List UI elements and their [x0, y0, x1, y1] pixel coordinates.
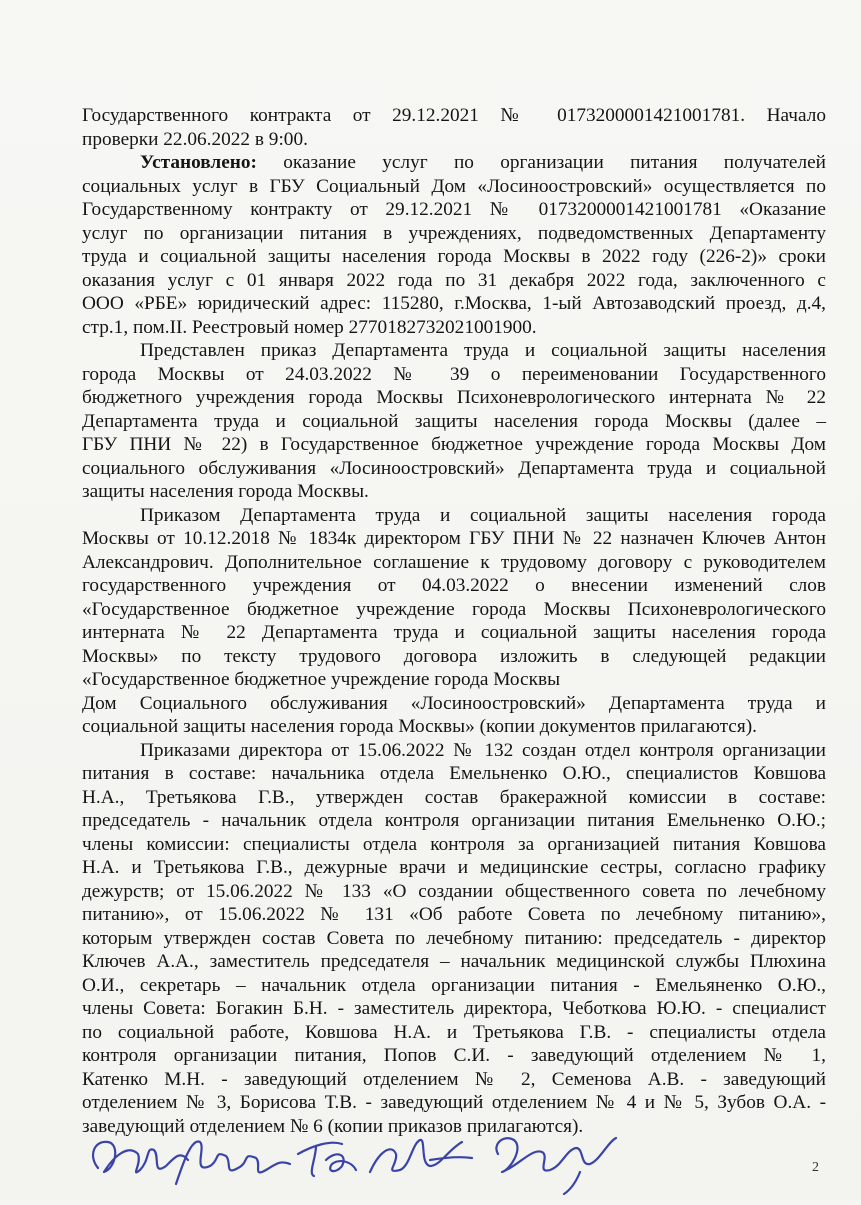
- paragraph-5-line: по социальной работе, Ковшова Н.А. и Третьякова Г.В. - специалисты отдела: [82, 1021, 826, 1043]
- paragraph-4-line: Александрович. Дополнительное соглашение к трудовому договору с руководителем: [82, 551, 826, 573]
- paragraph-5-line: Катенко М.Н. - заведующий отделением № 2, Семенова А.В. - заведующий: [82, 1068, 826, 1090]
- paragraph-4-line: Москвы от 10.12.2018 № 1834к директором ГБУ ПНИ № 22 назначен Ключев Антон: [82, 528, 826, 549]
- paragraph-4-line: Дом Социального обслуживания «Лосиноостровский» Департамента труда и: [82, 692, 826, 714]
- paragraph-2-line: ООО «РБЕ» юридический адрес: 115280, г.Москва, 1-ый Автозаводский проезд, д.4,: [82, 293, 826, 314]
- paragraph-4-line: государственного учреждения от 04.03.2022 о внесении изменений слов: [82, 575, 826, 596]
- paragraph-5-line: дежурств; от 15.06.2022 № 133 «О создании общественного совета по лечебному: [82, 880, 826, 902]
- signature-2: [176, 1142, 290, 1184]
- lead-established: Установлено:: [140, 152, 257, 173]
- paragraph-3-line: защиты населения города Москвы.: [82, 481, 369, 502]
- signature-3: [298, 1143, 356, 1176]
- paragraph-5-line: члены комиссии: специалисты отдела контроля за организацией питания Ковшова: [82, 833, 826, 855]
- paragraph-1-end: проверки 22.06.2022 в 9:00.: [82, 128, 308, 150]
- paragraph-4-line: социальной защиты населения города Москвы» (копии документов прилагаются).: [82, 716, 757, 737]
- paragraph-2-line: стр.1, пом.II. Реестровый номер 2770182732021001900.: [82, 316, 537, 338]
- paragraph-5-line: Н.А., Третьякова Г.В., утвержден состав бракеражной комиссии в составе:: [82, 786, 826, 808]
- paragraph-3-line: социального обслуживания «Лосиноостровский» Департамента труда и социальной: [82, 457, 826, 479]
- handwritten-signatures: [80, 1120, 640, 1200]
- paragraph-5-line: питанию», от 15.06.2022 № 131 «Об работе Совета по лечебному питанию»,: [82, 904, 826, 925]
- paragraph-5-line: питания в составе: начальника отдела Емельненко О.Ю., специалистов Ковшова: [82, 763, 826, 784]
- paragraph-3-line: бюджетного учреждения города Москвы Психоневрологического интерната № 22: [82, 387, 826, 408]
- paragraph-3-line: ГБУ ПНИ № 22) в Государственное бюджетное учреждение города Москвы Дом: [82, 434, 826, 455]
- paragraph-3: Представлен приказ Департамента труда и социальной защиты населения: [140, 340, 826, 361]
- paragraph-3-line: города Москвы от 24.03.2022 № 39 о переименовании Государственного: [82, 363, 826, 385]
- paragraph-2-line: оказания услуг с 01 января 2022 года по 31 декабря 2022 года, заключенного с: [82, 269, 826, 291]
- paragraph-5-line: О.И., секретарь – начальник отдела организации питания - Емельяненко О.Ю.,: [82, 974, 826, 996]
- page-number: 2: [812, 1160, 819, 1175]
- paragraph-3-line: Департамента труда и социальной защиты населения города Москвы (далее –: [82, 410, 826, 432]
- paragraph-5-line: заведующий отделением № 6 (копии приказов прилагаются).: [82, 1115, 584, 1137]
- paragraph-2-line: труда и социальной защиты населения города Москвы в 2022 году (226-2)» сроки: [82, 246, 826, 267]
- document-body: [82, 104, 826, 1138]
- paragraph-5: Приказами директора от 15.06.2022 № 132 создан отдел контроля организации: [140, 739, 826, 761]
- paragraph-5-line: контроля организации питания, Попов С.И. - заведующий отделением № 1,: [82, 1045, 826, 1066]
- paragraph-5-line: члены Совета: Богакин Б.Н. - заместитель директора, Чеботкова Ю.Ю. - специалист: [82, 998, 826, 1019]
- signature-5: [496, 1138, 616, 1194]
- paragraph-2-line: услуг по организации питания в учреждениях, подведомственных Департаменту: [82, 222, 826, 244]
- signature-1: [93, 1142, 188, 1173]
- paragraph-5-line: которым утвержден состав Совета по лечебному питанию: председатель - директор: [82, 927, 826, 949]
- paragraph-1: Государственного контракта от 29.12.2021 № 0173200001421001781. Начало: [82, 105, 826, 126]
- paragraph-4-line: Москвы» по тексту трудового договора изложить в следующей редакции: [82, 645, 826, 667]
- paragraph-2-line: социальных услуг в ГБУ Социальный Дом «Лосиноостровский» осуществляется по: [82, 175, 826, 197]
- paragraph-4-line: «Государственное бюджетное учреждение города Москвы: [82, 669, 561, 690]
- paragraph-5-line: отделением № 3, Борисова Т.В. - заведующий отделением № 4 и № 5, Зубов О.А. -: [82, 1092, 826, 1113]
- signature-4: [370, 1140, 472, 1172]
- paragraph-5-line: председатель - начальник отдела контроля организации питания Емельненко О.Ю.;: [82, 810, 826, 831]
- paragraph-5-line: Н.А. и Третьякова Г.В., дежурные врачи и медицинские сестры, согласно графику: [82, 857, 826, 878]
- paragraph-4-line: «Государственное бюджетное учреждение города Москвы Психоневрологического: [82, 598, 826, 620]
- paragraph-2-line: Государственному контракту от 29.12.2021 № 0173200001421001781 «Оказание: [82, 199, 826, 220]
- paragraph-5-line: Ключев А.А., заместитель председателя – начальник медицинской службы Плюхина: [82, 951, 826, 972]
- paragraph-2: Установлено: оказание услуг по организации питания получателей: [140, 152, 826, 173]
- paragraph-4: Приказом Департамента труда и социальной защиты населения города: [140, 504, 826, 526]
- signatures-area: [80, 1120, 640, 1200]
- paragraph-4-line: интерната № 22 Департамента труда и социальной защиты населения города: [82, 622, 826, 643]
